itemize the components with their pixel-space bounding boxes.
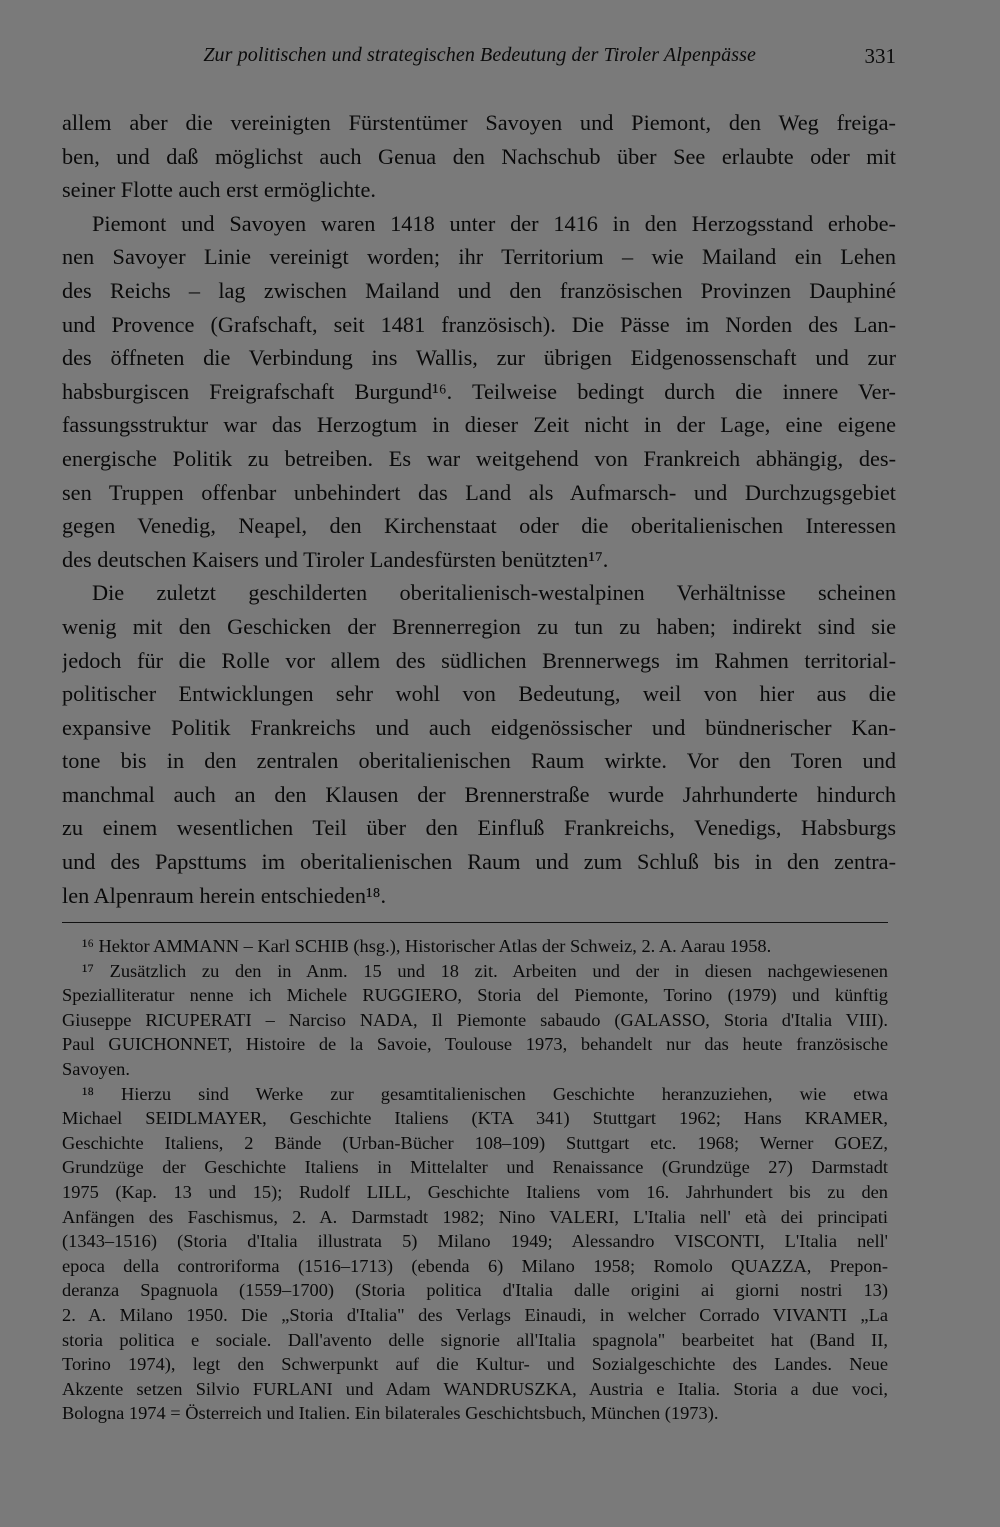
text-line: jedoch für die Rolle vor allem des südlichen Brennerwegs im Rahmen territorial- bbox=[62, 647, 896, 673]
footnote-line: Savoyen. bbox=[62, 1058, 130, 1079]
text-line: nen Savoyer Linie vereinigt worden; ihr Territorium – wie Mailand ein Lehen bbox=[62, 244, 896, 270]
footnote-line: Anfängen des Faschismus, 2. A. Darmstadt 1982; Nino VALERI, L'Italia nell' età dei principati bbox=[62, 1206, 888, 1227]
footnote-line: Akzente setzen Silvio FURLANI und Adam WANDRUSZKA, Austria e Italia. Storia a due voci, bbox=[62, 1378, 888, 1399]
footnote-line: (1343–1516) (Storia d'Italia illustrata 5) Milano 1949; Alessandro VISCONTI, L'Italia nell' bbox=[62, 1231, 888, 1252]
text-line: wenig mit den Geschicken der Brennerregion zu tun zu haben; indirekt sind sie bbox=[62, 613, 896, 639]
text-line: manchmal auch an den Klausen der Brennerstraße wurde Jahrhunderte hindurch bbox=[62, 781, 896, 807]
footnote-line: Geschichte Italiens, 2 Bände (Urban-Bücher 108–109) Stuttgart etc. 1968; Werner GOEZ, bbox=[62, 1132, 888, 1153]
running-head bbox=[62, 44, 896, 74]
text-line: gegen Venedig, Neapel, den Kirchenstaat oder die oberitalienischen Interessen bbox=[62, 513, 896, 539]
text-line: zu einem wesentlichen Teil über den Einfluß Frankreichs, Venedigs, Habsburgs bbox=[62, 815, 896, 841]
footnote-line: ¹⁸ Hierzu sind Werke zur gesamtitalienischen Geschichte heranzuziehen, wie etwa bbox=[82, 1083, 888, 1104]
text-line: tone bis in den zentralen oberitalienischen Raum wirkte. Vor den Toren und bbox=[62, 748, 896, 774]
text-line: habsburgiscen Freigrafschaft Burgund¹⁶. Teilweise bedingt durch die innere Ver- bbox=[62, 378, 896, 404]
text-line: Die zuletzt geschilderten oberitalienisch-westalpinen Verhältnisse scheinen bbox=[92, 580, 896, 606]
body-text bbox=[62, 106, 896, 912]
text-line: ben, und daß möglichst auch Genua den Nachschub über See erlaubte oder mit bbox=[62, 143, 896, 169]
footnote-line: ¹⁶ Hektor AMMANN – Karl SCHIB (hsg.), Historischer Atlas der Schweiz, 2. A. Aarau 1958. bbox=[82, 936, 772, 956]
text-line: und des Papsttums im oberitalienischen Raum und zum Schluß bis in den zentra- bbox=[62, 849, 896, 875]
footnote-line: 2. A. Milano 1950. Die „Storia d'Italia" des Verlags Einaudi, in welcher Corrado VIVANTI „La bbox=[62, 1304, 888, 1325]
footnote-line: deranza Spagnuola (1559–1700) (Storia politica d'Italia dalle origini ai giorni nostri 13) bbox=[62, 1280, 888, 1301]
footnote-line: Giuseppe RICUPERATI – Narciso NADA, Il Piemonte sabaudo (GALASSO, Storia d'Italia VIII). bbox=[62, 1009, 888, 1030]
footnote-line: Michael SEIDLMAYER, Geschichte Italiens (KTA 341) Stuttgart 1962; Hans KRAMER, bbox=[62, 1108, 888, 1129]
footnote-16 bbox=[62, 934, 888, 959]
page-number: 331 bbox=[864, 44, 896, 68]
footnote-line: Bologna 1974 = Österreich und Italien. Ein bilaterales Geschichtsbuch, München (1973). bbox=[62, 1403, 719, 1424]
text-line: und Provence (Grafschaft, seit 1481 französisch). Die Pässe im Norden des Lan- bbox=[62, 311, 896, 337]
footnote-18 bbox=[62, 1082, 888, 1426]
paragraph bbox=[62, 576, 896, 912]
text-line: des öffneten die Verbindung ins Wallis, zur übrigen Eidgenossenschaft und zur bbox=[62, 345, 896, 371]
text-line: expansive Politik Frankreichs und auch eidgenössischer und bündnerischer Kan- bbox=[62, 714, 896, 740]
paragraph bbox=[62, 106, 896, 207]
text-line: politischer Entwicklungen sehr wohl von Bedeutung, weil von hier aus die bbox=[62, 681, 896, 707]
text-line: des Reichs – lag zwischen Mailand und den französischen Provinzen Dauphiné bbox=[62, 277, 896, 303]
text-line: sen Truppen offenbar unbehindert das Land als Aufmarsch- und Durchzugsgebiet bbox=[62, 479, 896, 505]
footnotes bbox=[62, 934, 888, 1426]
text-line: energische Politik zu betreiben. Es war weitgehend von Frankreich abhängig, des- bbox=[62, 445, 896, 471]
footnote-line: storia politica e sociale. Dall'avento delle signorie all'Italia spagnola" bearbeitet hat (Band II, bbox=[62, 1329, 888, 1350]
footnote-line: 1975 (Kap. 13 und 15); Rudolf LILL, Geschichte Italiens vom 16. Jahrhundert bis zu den bbox=[62, 1181, 888, 1202]
text-line: allem aber die vereinigten Fürstentümer Savoyen und Piemont, den Weg freiga- bbox=[62, 110, 896, 135]
text-line: seiner Flotte auch erst ermöglichte. bbox=[62, 177, 376, 203]
running-title: Zur politischen und strategischen Bedeutung der Tiroler Alpenpässe bbox=[203, 44, 756, 66]
footnote-line: Grundzüge der Geschichte Italiens in Mittelalter und Renaissance (Grundzüge 27) Darmstadt bbox=[62, 1157, 888, 1178]
footnote-line: Paul GUICHONNET, Histoire de la Savoie, Toulouse 1973, behandelt nur das heute französische bbox=[62, 1034, 888, 1055]
footnote-divider bbox=[62, 922, 888, 923]
footnote-line: ¹⁷ Zusätzlich zu den in Anm. 15 und 18 zit. Arbeiten und der in diesen nachgewiesenen bbox=[82, 960, 888, 981]
text-line: len Alpenraum herein entschieden¹⁸. bbox=[62, 882, 387, 908]
paragraph bbox=[62, 207, 896, 577]
text-line: Piemont und Savoyen waren 1418 unter der 1416 in den Herzogsstand erhobe- bbox=[92, 210, 896, 236]
footnote-line: Spezialliteratur nenne ich Michele RUGGIERO, Storia del Piemonte, Torino (1979) und künftig bbox=[62, 985, 888, 1006]
footnote-17 bbox=[62, 959, 888, 1082]
text-line: fassungsstruktur war das Herzogtum in dieser Zeit nicht in der Lage, eine eigene bbox=[62, 412, 896, 438]
text-line: des deutschen Kaisers und Tiroler Landesfürsten benützten¹⁷. bbox=[62, 546, 609, 572]
footnote-line: epoca della controriforma (1516–1713) (ebenda 6) Milano 1958; Romolo QUAZZA, Prepon- bbox=[62, 1255, 888, 1276]
footnote-line: Torino 1974), legt den Schwerpunkt auf die Kultur- und Sozialgeschichte des Landes. Neue bbox=[62, 1354, 888, 1375]
